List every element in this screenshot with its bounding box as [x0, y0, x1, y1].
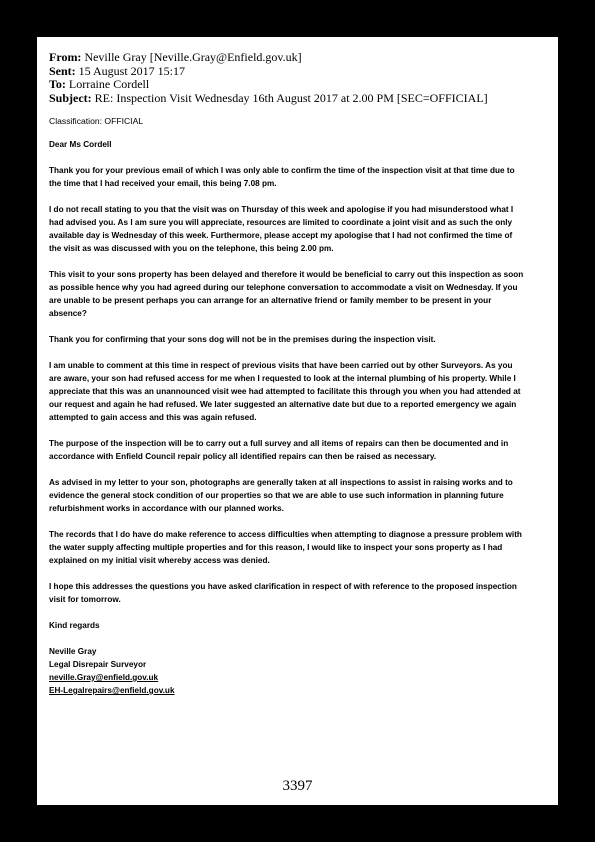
signature-team-email-link[interactable]: EH-Legalrepairs@enfield.gov.uk	[49, 685, 175, 695]
page-number: 3397	[282, 778, 313, 794]
body-paragraph: I hope this addresses the questions you have asked clarification in respect of with reference to the proposed inspection visit for tomorrow.	[49, 581, 517, 604]
from-label: From:	[49, 50, 82, 64]
body-paragraph: I do not recall stating to you that the visit was on Thursday of this week and apologise if you had misunderstood what I had advised you. As I am sure you will appreciate, resources are limited to coordinate a joint visit and as such the only available day is Wednesday of this week. Furthermore, please accept my apologise that I had not confirmed the time of the visit as was discussed with you on the telephone, this being 2.00 pm.	[49, 204, 514, 253]
signature-title: Legal Disrepair Surveyor	[49, 659, 147, 669]
body-paragraph: Thank you for confirming that your sons dog will not be in the premises during the inspection visit.	[49, 334, 436, 344]
to-label: To:	[49, 77, 66, 91]
to-line	[49, 78, 549, 92]
document-page	[37, 37, 558, 805]
body-paragraph: I am unable to comment at this time in respect of previous visits that have been carried out by other Surveyors. As you are aware, your son had refused access for me when I requested to look at the internal plumbing of his property. While I appreciate that this was an unannounced visit wee had attempted to facilitate this through you when you had attended at our request and again he had refused. We later suggested an alternative date but due to a reported emergency we again attempted to gain access and this was again refused.	[49, 360, 521, 422]
sent-label: Sent:	[49, 63, 76, 78]
body-paragraph: This visit to your sons property has been delayed and therefore it would be beneficial to carry out this inspection as soon as possible hence why you had agreed during our telephone conversation to accommodate a visit on Wednesday. If you are unable to be present perhaps you can arrange for an alternative friend or family member to be present in your absence?	[49, 269, 524, 318]
email-body	[49, 138, 527, 697]
body-paragraph: The records that I do have do make reference to access difficulties when attempting to diagnose a pressure problem with the water supply affecting multiple properties and for this reason, I would like to inspect your sons property as I had explained on my initial visit whereby access was denied.	[49, 529, 522, 565]
sent-value: 15 August 2017 15:17	[78, 63, 186, 78]
subject-line	[49, 92, 549, 106]
signature-block	[49, 645, 527, 697]
from-line	[49, 51, 549, 65]
closing: Kind regards	[49, 620, 100, 630]
subject-value: RE: Inspection Visit Wednesday 16th August 2017 at 2.00 PM [SEC=OFFICIAL]	[94, 90, 488, 105]
email-header	[49, 51, 549, 105]
classification-label: Classification: OFFICIAL	[49, 116, 144, 126]
signature-email-link[interactable]: neville.Gray@enfield.gov.uk	[49, 672, 159, 682]
body-paragraph: The purpose of the inspection will be to carry out a full survey and all items of repairs can then be documented and in accordance with Enfield Council repair policy all identified repairs can then be raised as necessary.	[49, 438, 509, 461]
body-paragraph: As advised in my letter to your son, photographs are generally taken at all inspections to assist in raising works and to evidence the general stock condition of our properties so that we are able to use such information in planning future refurbishment works in accordance with our planned works.	[49, 477, 513, 513]
signature-name: Neville Gray	[49, 646, 97, 656]
subject-label: Subject:	[49, 90, 92, 105]
sent-line	[49, 65, 549, 79]
body-paragraph: Thank you for your previous email of which I was only able to confirm the time of the inspection visit at that time due to the time that I had received your email, this being 7.08 pm.	[49, 165, 515, 188]
from-value: Neville Gray [Neville.Gray@Enfield.gov.uk]	[84, 50, 302, 64]
to-value: Lorraine Cordell	[68, 77, 150, 91]
greeting: Dear Ms Cordell	[49, 139, 112, 149]
